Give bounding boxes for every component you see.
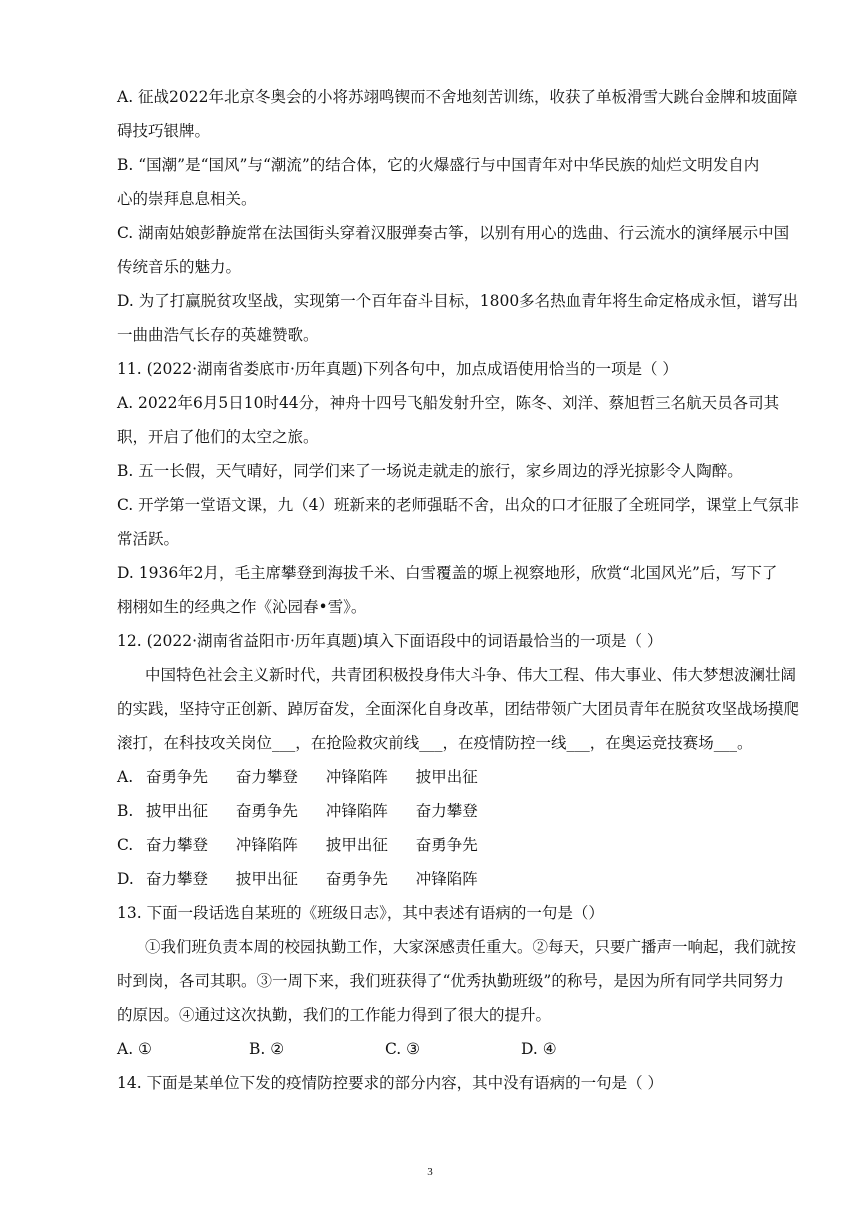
q11-stem: 11. (2022·湖南省娄底市·历年真题)下列各句中，加点成语使用恰当的一项是（ ） [117,360,678,378]
q13-passage-line3: 的原因。④通过这次执勤，我们的工作能力得到了很大的提升。 [117,1006,552,1024]
q13-stem: 13. 下面一段话选自某班的《班级日志》，其中表述有语病的一句是（） [117,904,604,922]
q10-option-d-line1: D. 为了打赢脱贫攻坚战，实现第一个百年奋斗目标，1800多名热血青年将生命定格成永恒，谱写出 [117,292,799,310]
q11-option-d-line2: 栩栩如生的经典之作《沁园春•雪》。 [117,598,367,616]
q11-option-c-line2: 常活跃。 [117,530,180,548]
q13-passage-line1: ①我们班负责本周的校园执勤工作，大家深感责任重大。②每天，只要广播声一响起，我们就按 [145,938,797,956]
q14-stem: 14. 下面是某单位下发的疫情防控要求的部分内容，其中没有语病的一句是（ ） [117,1074,664,1092]
q13-option-a: A. ① [117,1040,152,1058]
q12-option-b [117,801,478,821]
option-word: 冲锋陷阵 [235,836,298,854]
q13-option-d: D. ④ [521,1040,557,1058]
q10-option-c-line1: C. 湖南姑娘彭静旋常在法国街头穿着汉服弹奏古筝，以别有用心的选曲、行云流水的演绎展示中国 [117,224,790,242]
option-word: 冲锋陷阵 [325,768,388,786]
option-letter: B. [117,802,134,820]
option-word: 奋勇争先 [415,836,478,854]
option-word: 冲锋陷阵 [415,870,478,888]
option-word: 披甲出征 [145,802,208,820]
option-word: 奋勇争先 [325,870,388,888]
q10-option-a-line1: A. 征战2022年北京冬奥会的小将苏翊鸣锲而不舍地刻苦训练，收获了单板滑雪大跳台金牌和坡面障 [117,88,798,106]
q13-option-c: C. ③ [385,1040,421,1058]
q12-option-d [117,869,478,889]
q10-option-a-line2: 碍技巧银牌。 [117,122,211,140]
q12-passage-line1: 中国特色社会主义新时代，共青团积极投身伟大斗争、伟大工程、伟大事业、伟大梦想波澜壮阔 [145,666,797,684]
q12-passage-line2: 的实践，坚持守正创新、踔厉奋发，全面深化自身改革，团结带领广大团员青年在脱贫攻坚战场摸爬 [117,700,800,718]
page-number: 3 [427,1166,433,1178]
option-letter: A. [117,768,134,786]
option-word: 奋勇争先 [235,802,298,820]
q10-option-b-line1: B. “国潮”是“国风”与“潮流”的结合体，它的火爆盛行与中国青年对中华民族的灿烂文明发自内 [117,156,760,174]
q13-passage-line2: 时到岗，各司其职。③一周下来，我们班获得了“优秀执勤班级”的称号，是因为所有同学共同努力 [117,972,784,990]
q11-option-b: B. 五一长假，天气晴好，同学们来了一场说走就走的旅行，家乡周边的浮光掠影令人陶醉。 [117,462,743,480]
q11-option-c-line1: C. 开学第一堂语文课，九（4）班新来的老师强聒不舍，出众的口才征服了全班同学，课堂上气氛非 [117,496,800,514]
option-word: 奋力攀登 [415,802,478,820]
q12-option-a [117,767,478,787]
option-word: 冲锋陷阵 [325,802,388,820]
q13-option-b: B. ② [249,1040,285,1058]
q10-option-c-line2: 传统音乐的魅力。 [117,258,242,276]
q11-option-d-line1: D. 1936年2月，毛主席攀登到海拔千米、白雪覆盖的塬上视察地形，欣赏“北国风光”后，写下了 [117,564,778,582]
option-word: 奋力攀登 [235,768,298,786]
q10-option-b-line2: 心的崇拜息息相关。 [117,190,257,208]
option-word: 披甲出征 [325,836,388,854]
option-word: 披甲出征 [415,768,478,786]
option-letter: D. [117,870,134,888]
q10-option-d-line2: 一曲曲浩气长存的英雄赞歌。 [117,326,319,344]
q12-stem: 12. (2022·湖南省益阳市·历年真题)填入下面语段中的词语最恰当的一项是（ ） [117,632,663,650]
option-word: 奋力攀登 [145,836,208,854]
option-letter: C. [117,836,134,854]
q12-passage-line3: 滚打，在科技攻关岗位___，在抢险救灾前线___，在疫情防控一线___，在奥运竞技赛场___。 [117,734,753,752]
q11-option-a-line2: 职，开启了他们的太空之旅。 [117,428,319,446]
option-word: 披甲出征 [235,870,298,888]
q12-option-c [117,835,478,855]
option-word: 奋力攀登 [145,870,208,888]
option-word: 奋勇争先 [145,768,208,786]
q11-option-a-line1: A. 2022年6月5日10时44分，神舟十四号飞船发射升空，陈冬、刘洋、蔡旭哲三名航天员各司其 [117,394,780,412]
